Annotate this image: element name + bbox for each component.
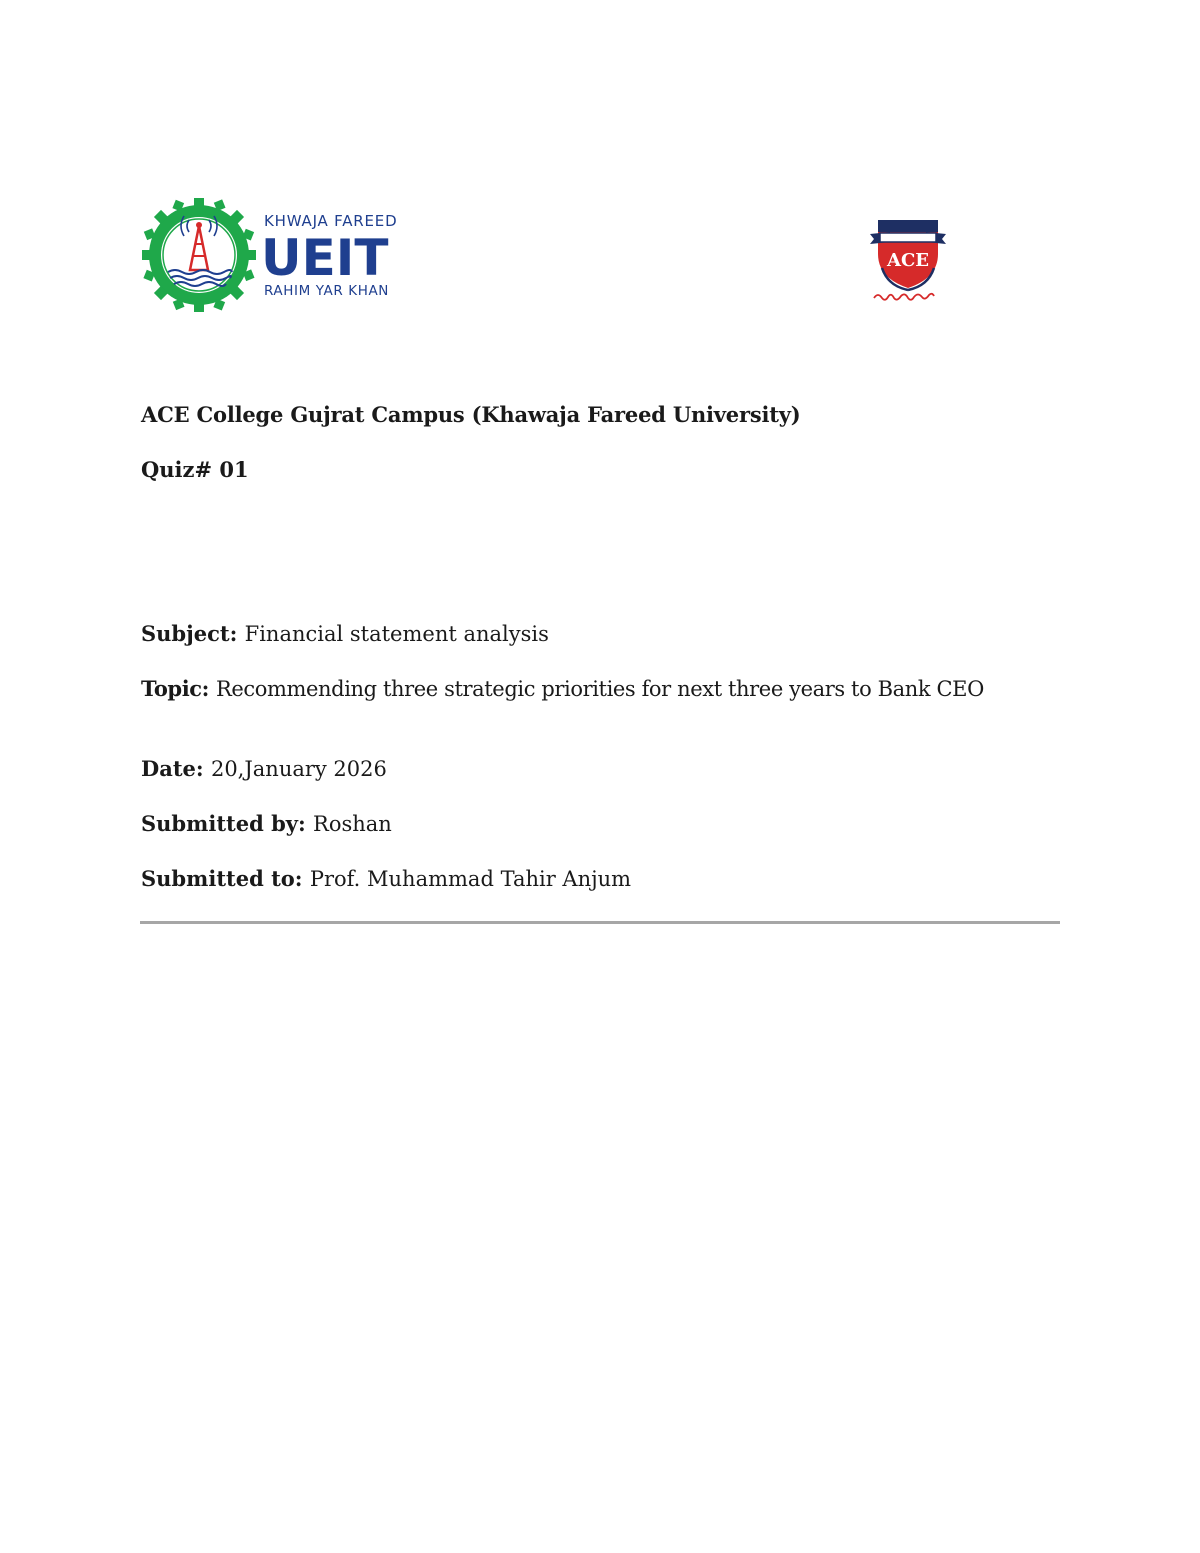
submitted-by-label: Submitted by: <box>141 811 314 836</box>
subject-label: Subject: <box>141 621 245 646</box>
date-value: 20,January 2026 <box>210 757 387 781</box>
submitted-by-row <box>141 810 392 838</box>
submitted-to-row <box>141 865 631 893</box>
submitted-to-label: Submitted to: <box>141 866 310 891</box>
horizontal-divider <box>140 921 1060 924</box>
gear-emblem-icon <box>142 198 256 312</box>
submitted-by-value: Roshan <box>313 812 392 836</box>
ace-tagline-script-icon <box>874 294 934 300</box>
topic-value: Recommending three strategic priorities for next three years to Bank CEO <box>215 677 984 701</box>
date-row <box>141 755 387 783</box>
topic-label: Topic: <box>141 676 216 701</box>
ace-crest-logo <box>868 212 948 304</box>
topic-row <box>141 675 984 703</box>
submitted-to-value: Prof. Muhammad Tahir Anjum <box>309 867 632 891</box>
quiz-number: Quiz# 01 <box>141 457 249 482</box>
logo-line2: UEIT <box>261 229 389 287</box>
subject-value: Financial statement analysis <box>244 622 549 646</box>
subject-row <box>141 620 549 648</box>
date-label: Date: <box>141 756 211 781</box>
ueit-logo <box>142 198 402 313</box>
document-title: ACE College Gujrat Campus (Khawaja Fareed University) <box>141 402 801 427</box>
logo-line3: RAHIM YAR KHAN <box>264 283 389 299</box>
logo-line1: KHWAJA FAREED <box>264 212 398 230</box>
ace-letters: ACE <box>886 250 930 271</box>
